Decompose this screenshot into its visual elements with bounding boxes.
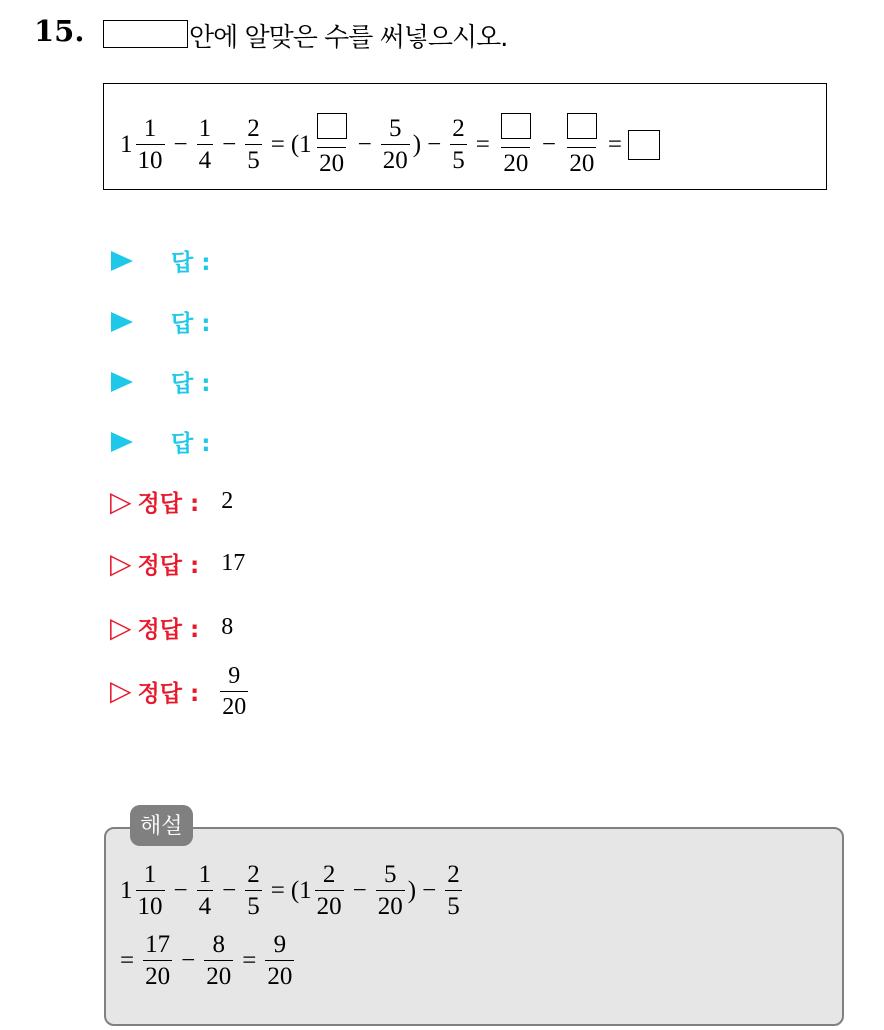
fraction: $\frac{2}{5}$ bbox=[247, 861, 260, 920]
triangle-icon bbox=[111, 251, 133, 271]
fraction: $\frac{9}{20}$ bbox=[267, 931, 293, 990]
blank-fraction: 20 bbox=[315, 113, 349, 176]
fraction: $\frac{1}{10}$ bbox=[137, 861, 163, 920]
open-paren: (1 bbox=[290, 130, 312, 158]
equals-sign: = bbox=[120, 946, 135, 974]
minus-sign: − bbox=[357, 130, 372, 158]
open-paren: (1 bbox=[290, 876, 312, 904]
solution-value: 8 bbox=[221, 614, 234, 640]
equals-sign: = bbox=[270, 130, 285, 158]
solution-label: 정답 : bbox=[137, 553, 200, 579]
triangle-outline-icon: ▷ bbox=[110, 610, 132, 644]
fraction: $\frac{5}{20}$ bbox=[382, 115, 408, 174]
blank-box[interactable] bbox=[567, 113, 597, 139]
solution-label: 정답 : bbox=[137, 680, 200, 707]
minus-sign: − bbox=[173, 130, 188, 158]
explanation-box bbox=[104, 827, 844, 1026]
fraction: $\frac{2}{5}$ bbox=[447, 861, 460, 920]
fraction: $\frac{1}{10}$ bbox=[137, 115, 163, 174]
solution-value bbox=[217, 663, 251, 719]
answer-row[interactable] bbox=[111, 305, 210, 338]
solution-value: 17 bbox=[221, 550, 246, 576]
minus-sign: − bbox=[222, 130, 237, 158]
minus-sign: − bbox=[181, 946, 196, 974]
answer-label: 답 : bbox=[171, 250, 211, 276]
solution-row bbox=[110, 611, 233, 644]
triangle-icon bbox=[111, 312, 133, 332]
fraction: $\frac{2}{5}$ bbox=[247, 115, 260, 174]
fraction: $\frac{8}{20}$ bbox=[206, 931, 232, 990]
solution-row bbox=[110, 485, 233, 518]
blank-box[interactable] bbox=[501, 113, 531, 139]
question-number: 15. bbox=[34, 14, 85, 48]
minus-sign: − bbox=[541, 130, 556, 158]
minus-sign: − bbox=[222, 876, 237, 904]
close-paren: ) bbox=[407, 876, 417, 904]
answer-row[interactable] bbox=[111, 365, 210, 398]
solution-label: 정답 : bbox=[137, 617, 200, 643]
equals-sign: = bbox=[270, 876, 285, 904]
equals-sign: = bbox=[607, 130, 623, 158]
minus-sign: − bbox=[173, 876, 188, 904]
answer-row[interactable] bbox=[111, 244, 210, 277]
solution-row bbox=[110, 547, 245, 580]
fraction: $\frac{1}{4}$ bbox=[198, 115, 212, 174]
question-instruction: 안에 알맞은 수를 써넣으시오. bbox=[189, 23, 508, 53]
answer-row[interactable] bbox=[111, 425, 210, 458]
minus-sign: − bbox=[352, 876, 367, 904]
fraction: $\frac{1}{4}$ bbox=[198, 861, 212, 920]
fraction: $\frac{2}{20}$ bbox=[316, 861, 342, 920]
blank-fraction: 20 bbox=[565, 113, 599, 176]
equals-sign: = bbox=[242, 946, 257, 974]
solution-label: 정답 : bbox=[137, 491, 200, 517]
whole-number: 1 bbox=[120, 130, 133, 158]
fraction: $\frac{17}{20}$ bbox=[145, 931, 171, 990]
minus-sign: − bbox=[422, 876, 437, 904]
triangle-outline-icon: ▷ bbox=[110, 674, 132, 707]
close-paren: ) bbox=[412, 130, 422, 158]
problem-equation bbox=[120, 113, 660, 176]
fraction: $\frac{2}{5}$ bbox=[452, 115, 465, 174]
minus-sign: − bbox=[427, 130, 442, 158]
blank-box[interactable] bbox=[317, 113, 347, 139]
blank-box bbox=[103, 20, 188, 48]
whole-number: 1 bbox=[120, 876, 133, 904]
triangle-icon bbox=[111, 432, 133, 452]
triangle-outline-icon: ▷ bbox=[110, 546, 132, 580]
answer-label: 답 : bbox=[171, 371, 211, 397]
blank-fraction: 20 bbox=[499, 113, 533, 176]
fraction: $\frac{9}{20}$ bbox=[222, 663, 247, 720]
explanation-line-2 bbox=[120, 932, 297, 989]
explanation-tab: 해설 bbox=[130, 805, 193, 846]
fraction: $\frac{5}{20}$ bbox=[377, 861, 403, 920]
triangle-outline-icon: ▷ bbox=[110, 484, 132, 518]
solution-row bbox=[110, 663, 251, 719]
blank-box[interactable] bbox=[628, 130, 660, 160]
equals-sign: = bbox=[475, 130, 490, 158]
solution-value: 2 bbox=[221, 488, 234, 514]
explanation-line-1 bbox=[120, 862, 465, 919]
triangle-icon bbox=[111, 372, 133, 392]
answer-label: 답 : bbox=[171, 311, 211, 337]
answer-label: 답 : bbox=[171, 431, 211, 457]
